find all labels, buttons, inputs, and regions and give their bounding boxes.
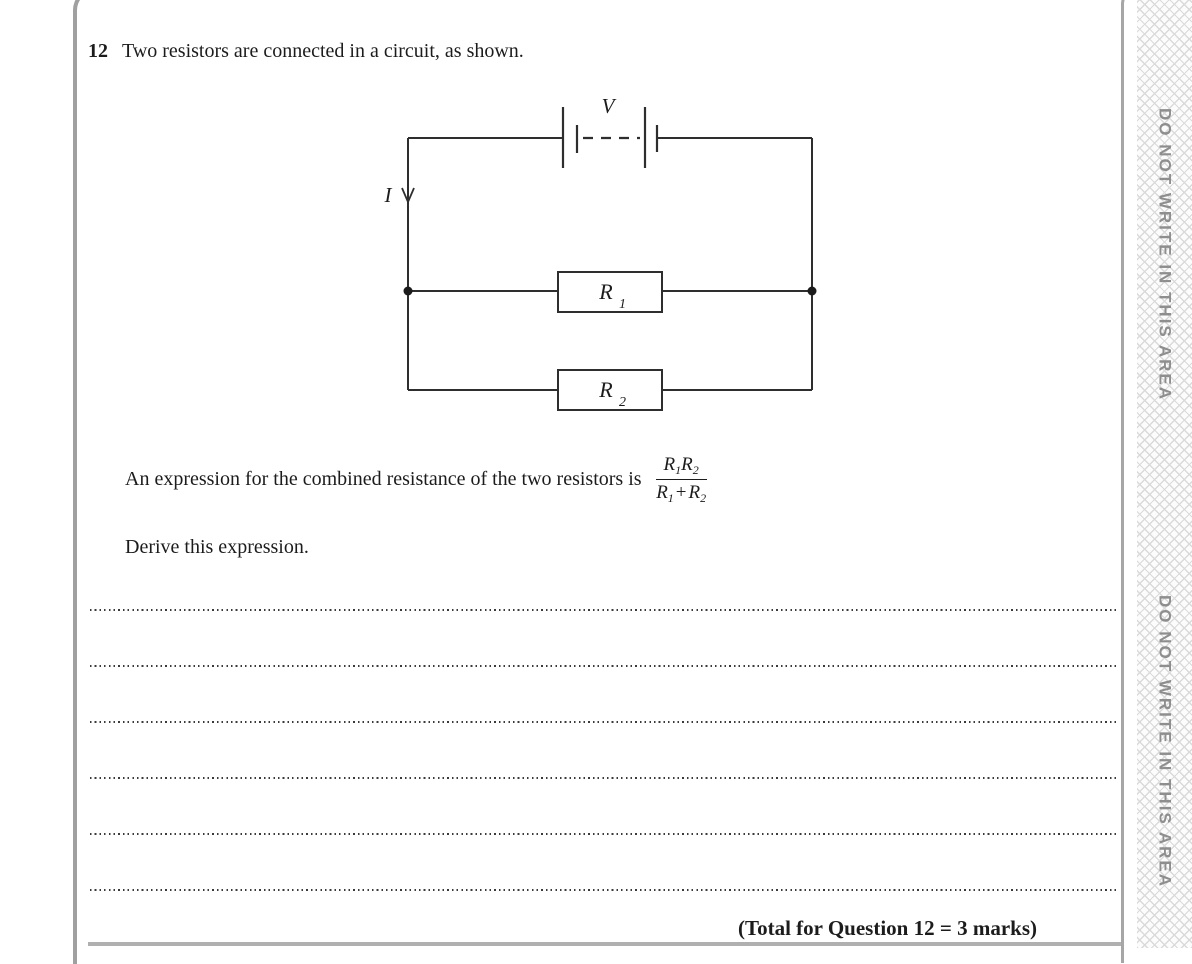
junction-dot-right: [808, 287, 817, 296]
answer-line: [90, 665, 1118, 667]
answer-line: [90, 889, 1118, 891]
answer-line: [90, 609, 1118, 611]
question-heading: [88, 40, 524, 63]
expression-row: [125, 443, 885, 515]
question-number: 12: [88, 40, 108, 62]
expression-intro: An expression for the combined resistance of the two resistors is: [125, 467, 642, 490]
fraction-bar: [656, 479, 707, 480]
fraction-denominator: $R_1 + R_2$: [656, 482, 707, 505]
resistor2-subscript: 2: [619, 395, 626, 410]
footer-divider: [88, 942, 1121, 946]
junction-dot-left: [404, 287, 413, 296]
resistor1-label: R: [599, 279, 613, 304]
derive-instruction: Derive this expression.: [125, 536, 309, 558]
resistance-fraction: [656, 454, 707, 504]
question-text: Two resistors are connected in a circuit, as shown.: [122, 40, 524, 62]
circuit-wires: [408, 138, 812, 390]
answer-line: [90, 777, 1118, 779]
voltage-label: V: [601, 94, 615, 118]
resistor2-label: R: [599, 377, 613, 402]
warning-text-top: DO NOT WRITE IN THIS AREA: [1155, 108, 1175, 402]
answer-line: [90, 721, 1118, 723]
warning-text-bottom: DO NOT WRITE IN THIS AREA: [1155, 595, 1175, 889]
current-label: I: [384, 183, 392, 207]
circuit-diagram: [370, 80, 830, 420]
answer-line: [90, 833, 1118, 835]
resistor1-subscript: 1: [619, 297, 626, 312]
fraction-numerator: $R_1R_2$: [663, 454, 699, 478]
do-not-write-margin-strip: [1137, 0, 1192, 948]
total-marks: (Total for Question 12 = 3 marks): [738, 916, 1037, 940]
answer-lines: [90, 609, 1118, 945]
